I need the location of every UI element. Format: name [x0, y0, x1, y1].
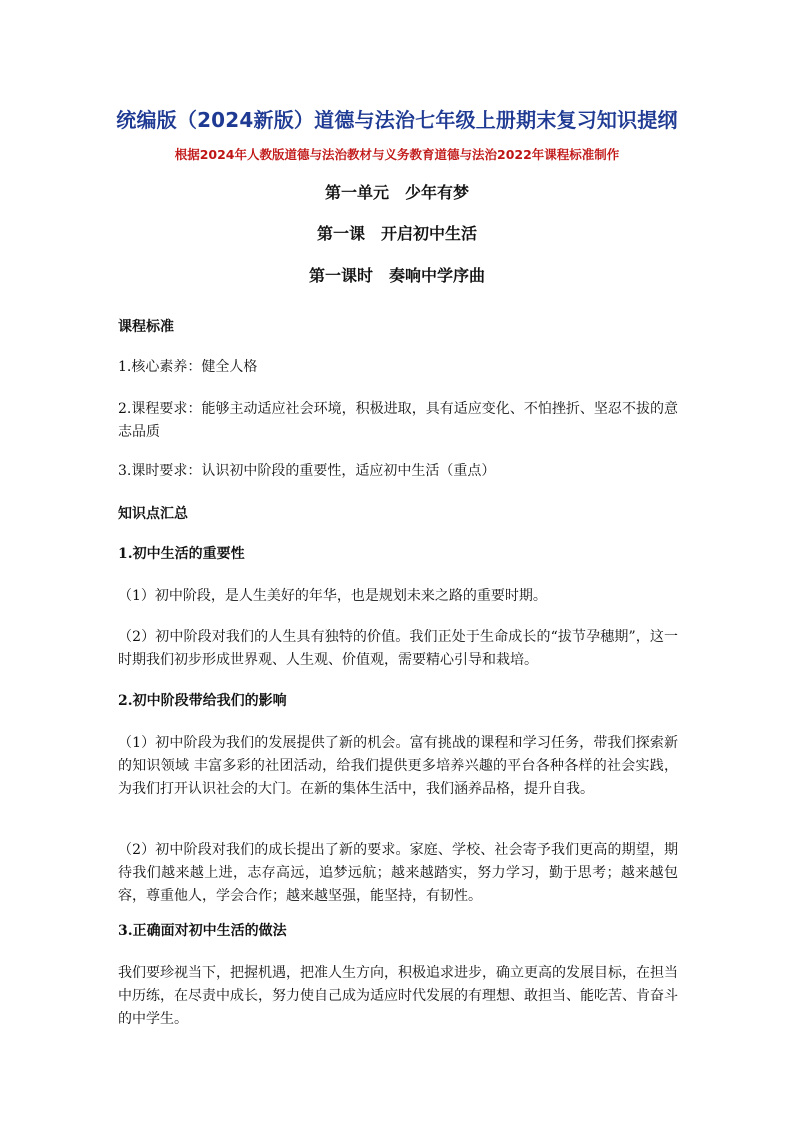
curriculum-standard-label: 课程标准 [118, 319, 174, 335]
unit-heading: 第一单元 少年有梦 [324, 183, 469, 202]
lesson-heading: 第一课 开启初中生活 [316, 224, 477, 243]
knowledge-summary-label: 知识点汇总 [118, 506, 188, 522]
document-title: 统编版（2024新版）道德与法治七年级上册期末复习知识提纲 [116, 108, 678, 132]
point-2-paragraph-1: （1）初中阶段为我们的发展提供了新的机会。富有挑战的课程和学习任务，带我们探索新的知识领域 丰富多彩的社团活动，给我们提供更多培养兴趣的平台各种各样的社会实践，为我们打开认识社会的大门。在新的集体生活中，我们涵养品格，提升自我。 [118, 735, 678, 797]
point-1-paragraph-2: （2）初中阶段对我们的人生具有独特的价值。我们正处于生命成长的“拔节孕穗期”，这一时期我们初步形成世界观、人生观、价值观，需要精心引导和栽培。 [118, 629, 678, 668]
point-3-paragraph-1: 我们要珍视当下，把握机遇，把准人生方向，积极追求进步，确立更高的发展目标，在担当中历练，在尽责中成长，努力使自己成为适应时代发展的有理想、敢担当、能吃苦、肯奋斗的中学生。 [118, 965, 678, 1027]
standard-item-1: 1.核心素养：健全人格 [118, 359, 258, 375]
standard-item-3: 3.课时要求：认识初中阶段的重要性，适应初中生活（重点） [118, 463, 496, 479]
document-subtitle: 根据2024年人教版道德与法治教材与义务教育道德与法治2022年课程标准制作 [174, 147, 620, 162]
point-3-heading: 3.正确面对初中生活的做法 [118, 923, 287, 939]
point-1-heading: 1.初中生活的重要性 [118, 546, 245, 562]
standard-item-2: 2.课程要求：能够主动适应社会环境，积极进取，具有适应变化、不怕挫折、坚忍不拔的意志品质 [118, 401, 678, 440]
point-2-heading: 2.初中阶段带给我们的影响 [118, 693, 287, 709]
period-heading: 第一课时 奏响中学序曲 [308, 266, 485, 285]
point-2-paragraph-2: （2）初中阶段对我们的成长提出了新的要求。家庭、学校、社会寄予我们更高的期望，期待我们越来越上进，志存高远，追梦远航；越来越踏实，努力学习，勤于思考；越来越包容，尊重他人，学会合作；越来越坚强，能坚持，有韧性。 [118, 842, 678, 904]
point-1-paragraph-1: （1）初中阶段，是人生美好的年华，也是规划未来之路的重要时期。 [118, 588, 547, 604]
